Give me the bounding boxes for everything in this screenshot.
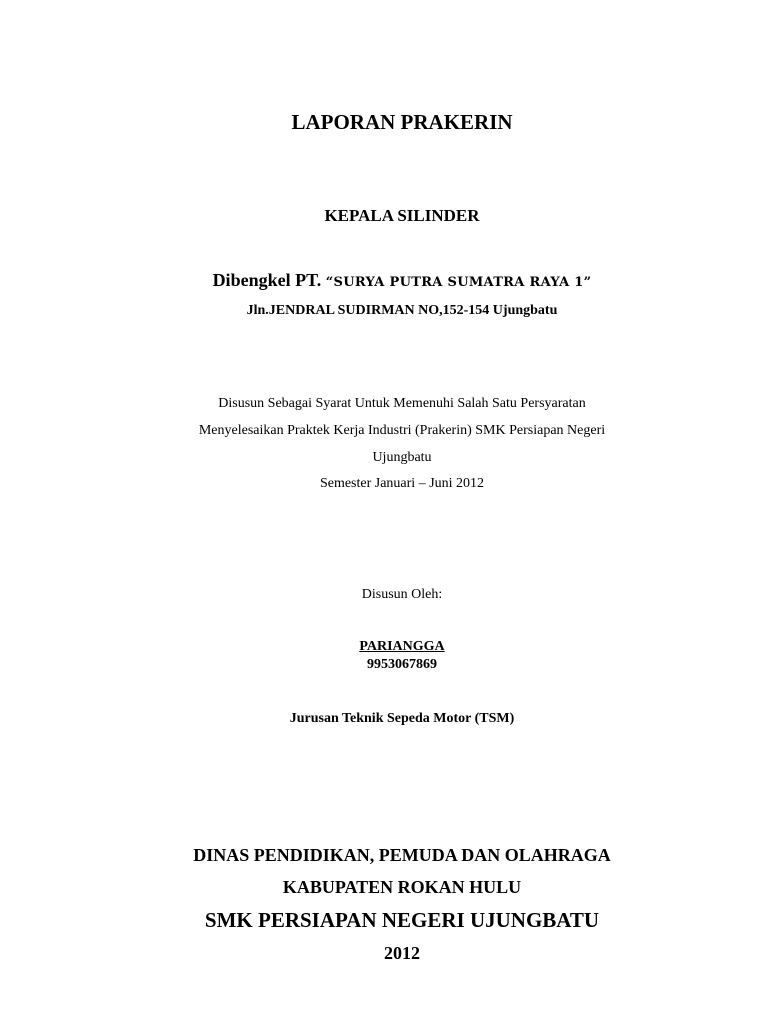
report-year: 2012 bbox=[384, 943, 420, 963]
semester-line: Semester Januari – Juni 2012 bbox=[319, 476, 485, 491]
company-line bbox=[18, 271, 768, 289]
report-subtitle: KEPALA SILINDER bbox=[324, 206, 480, 225]
school-name: SMK PERSIAPAN NEGERI UJUNGBATU bbox=[204, 908, 600, 932]
purpose-line-2: Menyelesaikan Praktek Kerja Industri (Prakerin) SMK Persiapan Negeri bbox=[198, 423, 606, 438]
regency-name: KABUPATEN ROKAN HULU bbox=[282, 877, 522, 897]
agency-name: DINAS PENDIDIKAN, PEMUDA DAN OLAHRAGA bbox=[193, 845, 611, 865]
company-name: “SURYA PUTRA SUMATRA RAYA 1” bbox=[325, 275, 592, 290]
compiled-by-label: Disusun Oleh: bbox=[361, 587, 443, 602]
company-prefix: Dibengkel PT. bbox=[212, 270, 322, 290]
author-name bbox=[18, 640, 768, 654]
report-title: LAPORAN PRAKERIN bbox=[291, 110, 513, 134]
department-name: Jurusan Teknik Sepeda Motor (TSM) bbox=[289, 711, 515, 726]
company-address: Jln.JENDRAL SUDIRMAN NO,152-154 Ujungbatu bbox=[246, 303, 558, 318]
purpose-line-1: Disusun Sebagai Syarat Untuk Memenuhi Salah Satu Persyaratan bbox=[218, 396, 586, 411]
purpose-line-3: Ujungbatu bbox=[372, 450, 432, 465]
author-name-text: PARIANGGA bbox=[359, 639, 445, 654]
author-id: 9953067869 bbox=[367, 657, 437, 672]
